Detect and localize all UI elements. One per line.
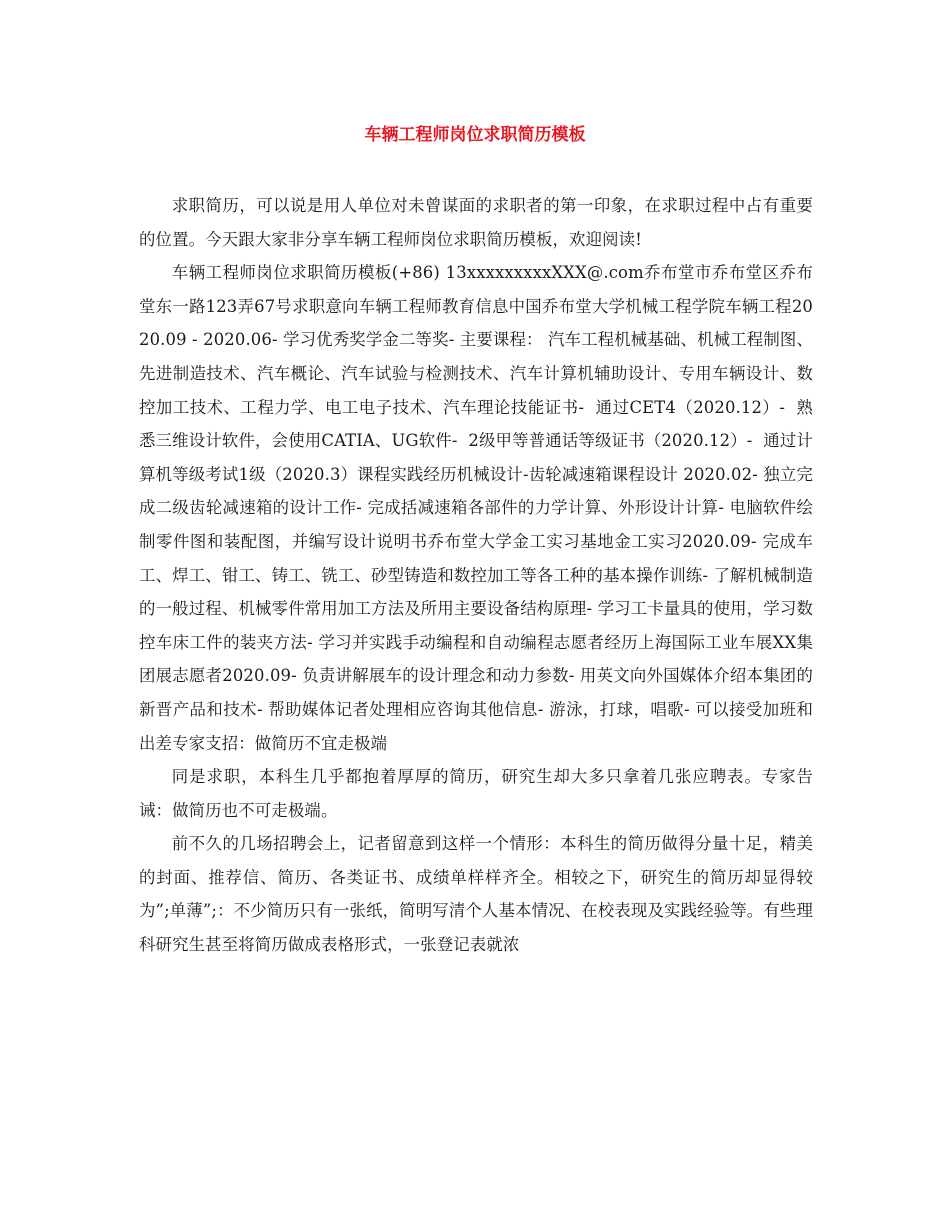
document-title: 车辆工程师岗位求职简历模板 (364, 125, 586, 145)
paragraph-expert-warning: 同是求职，本科生几乎都抱着厚厚的简历，研究生却大多只拿着几张应聘表。专家告诫：做简历也不可走极端。 (139, 767, 813, 820)
paragraph-intro: 求职简历，可以说是用人单位对未曾谋面的求职者的第一印象，在求职过程中占有重要的位置。今天跟大家非分享车辆工程师岗位求职简历模板，欢迎阅读! (139, 196, 813, 249)
document-body (139, 189, 813, 962)
paragraph-job-fair: 前不久的几场招聘会上，记者留意到这样一个情形：本科生的简历做得分量十足，精美的封面、推荐信、简历、各类证书、成绩单样样齐全。相较之下，研究生的简历却显得较为”;单薄”;：不少简历只有一张纸，简明写清个人基本情况、在校表现及实践经验等。有些理科研究生甚至将简历做成表格形式，一张登记表就浓 (139, 834, 813, 955)
paragraph-resume-content: 车辆工程师岗位求职简历模板(+86) 13xxxxxxxxxXXX@.com乔布堂市乔布堂区乔布堂东一路123弄67号求职意向车辆工程师教育信息中国乔布堂大学机械工程学院车辆工程2020.09 - 2020.06- 学习优秀奖学金二等奖- 主要课程： 汽车工程机械基础、机械工程制图、先进制造技术、汽车概论、汽车试验与检测技术、汽车计算机辅助设计、专用车辆设计、数控加工技术、工程力学、电工电子技术、汽车理论技能证书- 通过CET4（2020.12）- 熟悉三维设计软件，会使用CATIA、UG软件- 2级甲等普通话等级证书（2020.12）- 通过计算机等级考试1级（2020.3）课程实践经历机械设计-齿轮减速箱课程设计 2020.02- 独立完成二级齿轮减速箱的设计工作- 完成括减速箱各部件的力学计算、外形设计计算- 电脑软件绘制零件图和装配图，并编写设计说明书乔布堂大学金工实习基地金工实习2020.09- 完成车工、焊工、钳工、铸工、铣工、砂型铸造和数控加工等各工种的基本操作训练- 了解机械制造的一般过程、机械零件常用加工方法及所用主要设备结构原理- 学习工卡量具的使用，学习数控车床工件的装夹方法- 学习并实践手动编程和自动编程志愿者经历上海国际工业车展XX集团展志愿者2020.09- 负责讲解展车的设计理念和动力参数- 用英文向外国媒体介绍本集团的新晋产品和技术- 帮助媒体记者处理相应咨询其他信息- 游泳，打球，唱歌- 可以接受加班和出差专家支招：做简历不宜走极端 (139, 263, 813, 753)
